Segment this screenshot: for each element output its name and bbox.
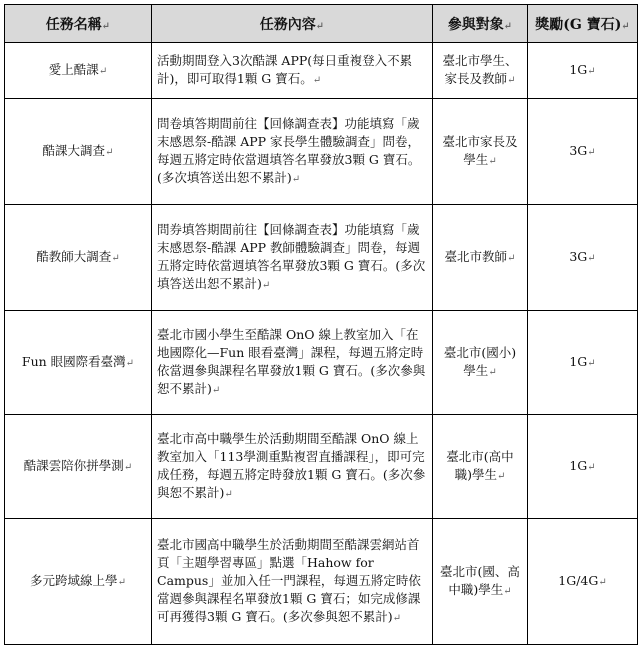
header-task-name: 任務名稱↵ bbox=[5, 5, 152, 43]
participants-cell: 臺北市(國小)學生↵ bbox=[433, 311, 528, 415]
header-reward: 獎勵(G 寶石)↵ bbox=[528, 5, 638, 43]
task-table bbox=[4, 4, 638, 645]
table-row bbox=[5, 415, 638, 519]
reward-cell: 3G↵ bbox=[528, 99, 638, 205]
reward-cell: 1G/4G↵ bbox=[528, 519, 638, 645]
table-row bbox=[5, 43, 638, 99]
task-content-cell: 臺北市高中職學生於活動期間至酷課 OnO 線上教室加入「113學測重點複習直播課程」，即可完成任務，每週五將定時發放1顆 G 寶石。(多次參與恕不累計)↵ bbox=[152, 415, 433, 519]
reward-cell: 1G↵ bbox=[528, 311, 638, 415]
table-row bbox=[5, 99, 638, 205]
header-task-content: 任務內容↵ bbox=[152, 5, 433, 43]
header-row bbox=[5, 5, 638, 43]
task-content-cell: 問卷填答期間前往【回條調查表】功能填寫「歲末感恩祭-酷課 APP 家長學生體驗調查」問卷，每週五將定時依當週填答名單發放3顆 G 寶石。(多次填答送出恕不累計)↵ bbox=[152, 99, 433, 205]
table-row bbox=[5, 205, 638, 311]
task-content-cell: 問券填答期間前往【回條調查表】功能填寫「歲末感恩祭-酷課 APP 教師體驗調查」問卷，每週五將定時依當週填答名單發放3顆 G 寶石。(多次填答送出恕不累計)↵ bbox=[152, 205, 433, 311]
task-content-cell: 臺北市國小學生至酷課 OnO 線上教室加入「在地國際化—Fun 眼看臺灣」課程，每週五將定時依當週參與課程名單發放1顆 G 寶石。(多次參與恕不累計)↵ bbox=[152, 311, 433, 415]
task-name-cell: 酷教師大調查↵ bbox=[5, 205, 152, 311]
task-content-cell: 活動期間登入3次酷課 APP(每日重複登入不累計)，即可取得1顆 G 寶石。↵ bbox=[152, 43, 433, 99]
table-row bbox=[5, 519, 638, 645]
task-content-cell: 臺北市國高中職學生於活動期間至酷課雲網站首頁「主題學習專區」點選「Hahow for Campus」並加入任一門課程，每週五將定時依當週參與課程名單發放1顆 G 寶石；如完成修課可再獲得3顆 G 寶石。(多次參與恕不累計)↵ bbox=[152, 519, 433, 645]
task-table-container bbox=[4, 4, 638, 645]
header-participants: 參與對象↵ bbox=[433, 5, 528, 43]
task-name-cell: 愛上酷課↵ bbox=[5, 43, 152, 99]
participants-cell: 臺北市(高中職)學生↵ bbox=[433, 415, 528, 519]
participants-cell: 臺北市家長及學生↵ bbox=[433, 99, 528, 205]
participants-cell: 臺北市教師↵ bbox=[433, 205, 528, 311]
table-row bbox=[5, 311, 638, 415]
reward-cell: 1G↵ bbox=[528, 415, 638, 519]
task-name-cell: Fun 眼國際看臺灣↵ bbox=[5, 311, 152, 415]
task-name-cell: 酷課雲陪你拼學測↵ bbox=[5, 415, 152, 519]
reward-cell: 1G↵ bbox=[528, 43, 638, 99]
reward-cell: 3G↵ bbox=[528, 205, 638, 311]
task-name-cell: 多元跨域線上學↵ bbox=[5, 519, 152, 645]
task-name-cell: 酷課大調查↵ bbox=[5, 99, 152, 205]
participants-cell: 臺北市(國、高中職)學生↵ bbox=[433, 519, 528, 645]
participants-cell: 臺北市學生、家長及教師↵ bbox=[433, 43, 528, 99]
